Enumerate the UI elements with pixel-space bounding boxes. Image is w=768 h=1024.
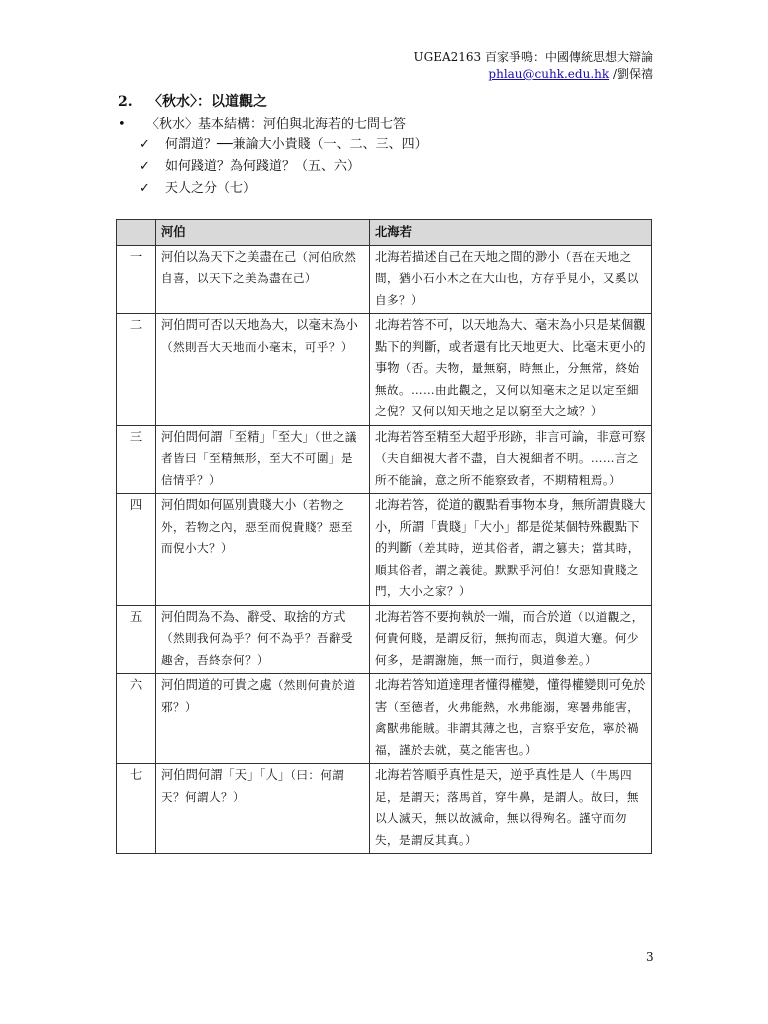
row-number: 六 — [117, 674, 156, 764]
row-number: 一 — [117, 245, 156, 314]
header-hebo: 河伯 — [156, 220, 370, 246]
hebo-question — [156, 605, 370, 674]
check-icon: ✓ — [139, 159, 150, 174]
question-text: 河伯問道的可貴之處 — [161, 678, 272, 692]
table-row — [117, 674, 652, 764]
answer-quote: （牛馬四足，是謂天；落馬首，穿牛鼻，是謂人。故曰，無以人滅天，無以故滅命，無以得殉名。謹守而勿失，是謂反其真。） — [375, 768, 639, 847]
hebo-question — [156, 425, 370, 494]
question-text: 河伯以為天下之美盡在己 — [161, 249, 297, 264]
checklist-item — [139, 134, 428, 156]
answer-text: 北海若答不要拘執於一端，而合於道 — [375, 609, 572, 624]
question-quote: （然則何貴於道邪？） — [161, 678, 356, 714]
table-row — [117, 245, 652, 314]
check-icon: ✓ — [139, 137, 150, 152]
author-line — [414, 66, 653, 83]
answer-text: 北海若描述自己在天地之間的渺小 — [375, 249, 560, 264]
section-number: 2. — [118, 94, 133, 110]
hebo-question — [156, 674, 370, 764]
question-quote: （河伯欣然自喜，以天下之美為盡在己） — [161, 249, 357, 285]
answer-quote: （以道觀之，何貴何賤，是謂反衍，無拘而志，與道大蹇。何少何多，是謂謝施，無一而行，與道參差。） — [375, 609, 644, 667]
question-quote: （然則吾大天地而小毫末，可乎？） — [161, 339, 353, 354]
row-number: 四 — [117, 494, 156, 606]
question-text: 河伯問何謂「至精」「至大」 — [161, 429, 315, 444]
beihairuo-answer — [370, 425, 652, 494]
checklist — [139, 134, 428, 200]
section-title-text: 〈秋水〉：以道觀之 — [148, 94, 267, 110]
beihairuo-answer — [370, 245, 652, 314]
beihairuo-answer — [370, 605, 652, 674]
course-title: UGEA2163 百家爭鳴：中國傳統思想大辯論 — [413, 50, 653, 64]
question-quote: （然則我何為乎？何不為乎？吾辭受趣舍，吾終奈何？） — [161, 631, 353, 667]
question-text: 河伯問可否以天地為大，以毫末為小 — [161, 318, 358, 332]
table-row — [117, 764, 652, 854]
page-number: 3 — [646, 950, 654, 964]
answer-text: 北海若答至精至大超乎形跡，非言可論，非意可察 — [375, 429, 646, 444]
section-heading — [118, 91, 267, 111]
question-text: 河伯問如何區別貴賤大小 — [161, 498, 297, 512]
question-quote: （曰：何謂天？何謂人？） — [161, 768, 345, 804]
qa-table — [116, 219, 652, 854]
checklist-text: 如何踐道？為何踐道？（五、六） — [165, 159, 361, 174]
checklist-text: 天人之分（七） — [165, 181, 257, 196]
beihairuo-answer — [370, 494, 652, 606]
beihairuo-answer — [370, 314, 652, 426]
checklist-text: 何謂道？──兼論大小貴賤（一、二、三、四） — [165, 137, 428, 152]
table-row — [117, 314, 652, 426]
answer-quote: （差其時，逆其俗者，謂之篡夫；當其時，順其俗者，謂之義徒。默默乎河伯！女惡知貴賤之門，大小之家？） — [375, 541, 640, 598]
page-header — [414, 49, 653, 83]
checklist-item — [139, 156, 428, 178]
hebo-question — [156, 494, 370, 606]
author-name: /劉保禧 — [609, 67, 653, 81]
row-number: 五 — [117, 605, 156, 674]
bullet-text: 〈秋水〉基本結構：河伯與北海若的七問七答 — [146, 117, 407, 132]
answer-text: 北海若答順乎真性是天，逆乎真性是人 — [375, 768, 585, 782]
bullet-item — [118, 113, 406, 132]
table-row — [117, 494, 652, 606]
email-link[interactable]: phlau@cuhk.edu.hk — [488, 67, 610, 81]
table-header-row — [117, 220, 652, 246]
hebo-question — [156, 245, 370, 314]
row-number: 三 — [117, 425, 156, 494]
answer-text: 北海若答，從道的觀點看事物本身，無所謂貴賤大小，所謂「貴賤」「大小」都是從某個特殊觀點下的判斷 — [375, 498, 646, 555]
row-number: 七 — [117, 764, 156, 854]
answer-text: 北海若答知道達理者懂得權變，懂得權變則可免於害 — [375, 678, 646, 714]
header-number — [117, 220, 156, 246]
table-row — [117, 605, 652, 674]
beihairuo-answer — [370, 674, 652, 764]
hebo-question — [156, 764, 370, 854]
row-number: 二 — [117, 314, 156, 426]
question-quote: （若物之外，若物之內，惡至而倪貴賤？惡至而倪小大？） — [161, 498, 353, 555]
answer-quote: （夫自細視大者不盡，自大視細者不明。……言之所不能論，意之所不能察致者，不期精粗焉。） — [375, 451, 639, 487]
answer-quote: （吾在天地之間，猶小石小木之在大山也，方存乎見小，又奚以自多？） — [375, 249, 639, 307]
question-text: 河伯問何謂「天」「人」 — [161, 768, 291, 782]
answer-text: 北海若答不可，以天地為大、毫末為小只是某個觀點下的判斷，或者還有比天地更大、比毫末更小的事物 — [375, 318, 646, 375]
header-beihairuo: 北海若 — [370, 220, 652, 246]
check-icon: ✓ — [139, 181, 150, 196]
question-text: 河伯問為不為、辭受、取捨的方式 — [161, 609, 346, 624]
answer-quote: （否。夫物，量無窮，時無止，分無常，終始無故。……由此觀之，又何以知毫末之足以定至細之倪？又何以知天地之足以窮至大之域？） — [375, 361, 640, 418]
bullet-icon: • — [118, 117, 126, 132]
hebo-question — [156, 314, 370, 426]
question-quote: （世之議者皆曰「至精無形，至大不可圍」是信情乎？） — [161, 429, 357, 487]
beihairuo-answer — [370, 764, 652, 854]
checklist-item — [139, 178, 428, 200]
table-row — [117, 425, 652, 494]
answer-quote: （至德者，火弗能熱，水弗能溺，寒暑弗能害，禽獸弗能賊。非謂其薄之也，言察乎安危，寧於禍福，謹於去就，莫之能害也。） — [375, 699, 640, 757]
